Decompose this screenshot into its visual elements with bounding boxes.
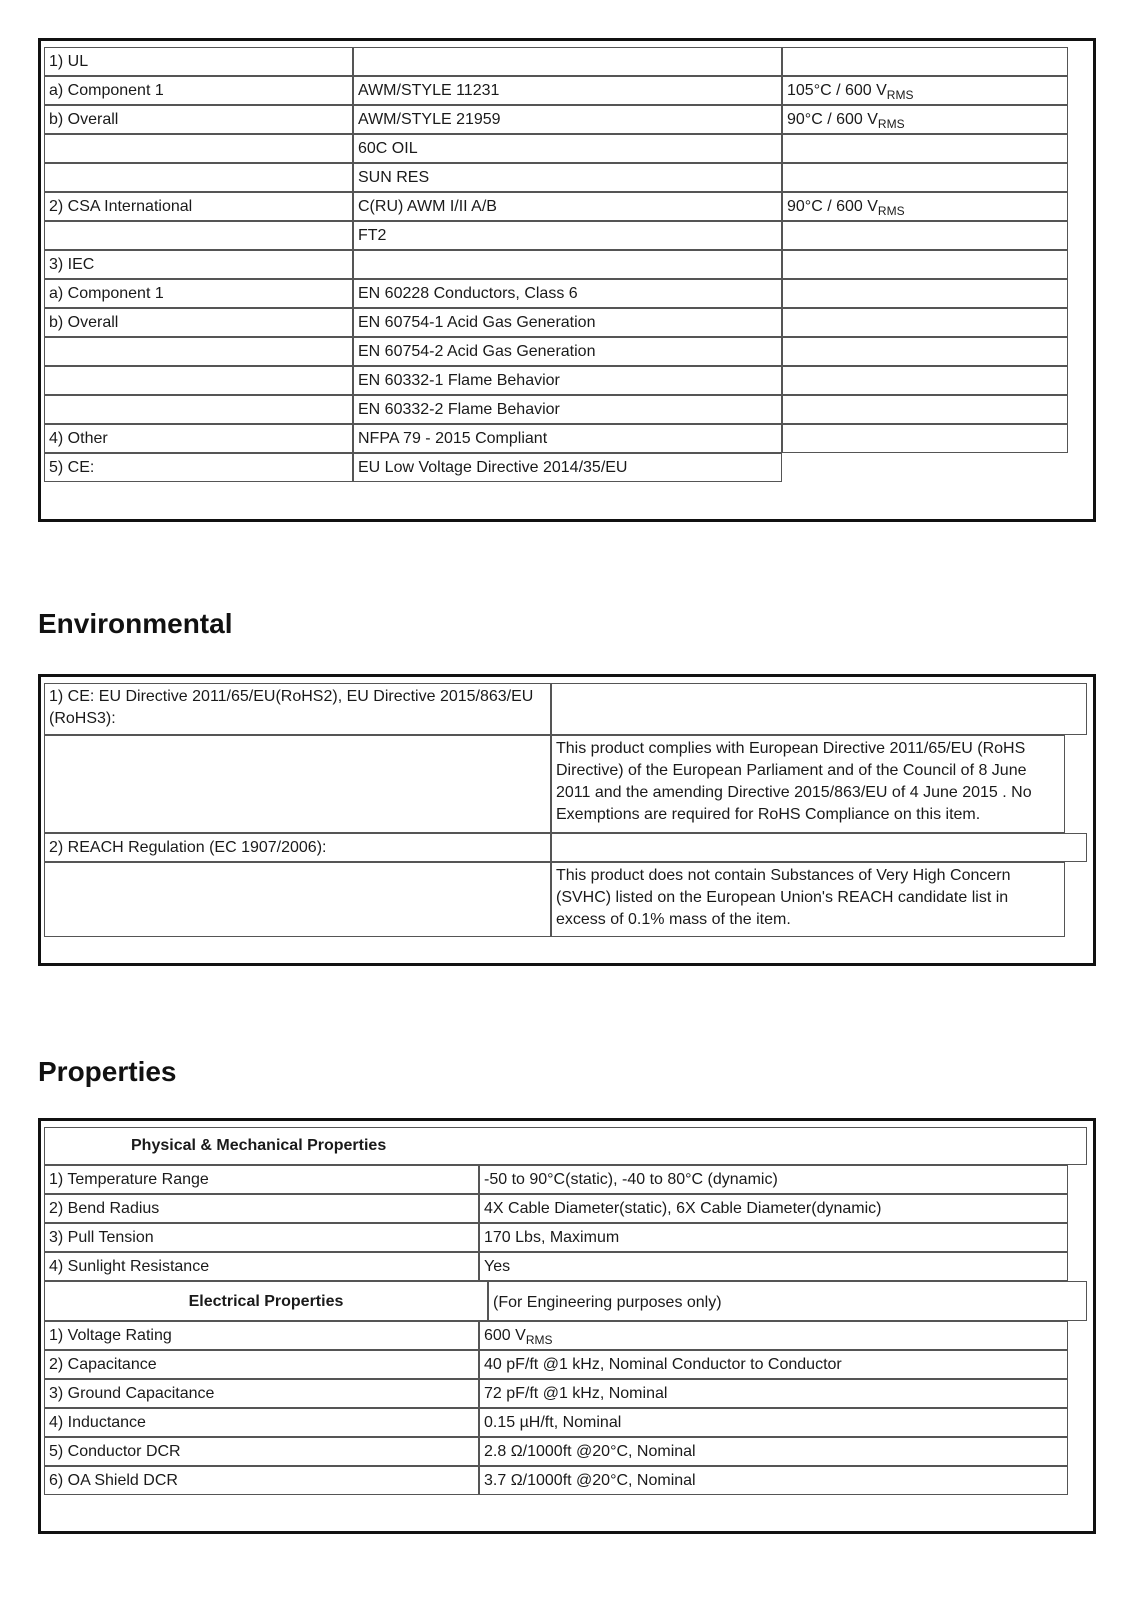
env-item2-spacer xyxy=(44,862,551,937)
cell-rating: 105°C / 600 $V_{RMS}$ xyxy=(782,76,1068,105)
property-label: 1) Temperature Range xyxy=(44,1165,479,1194)
env-item2-text: This product does not contain Substances of Very High Concern (SVHC) listed on the European Union's REACH candidate list in excess of 0.1% mass of the item. xyxy=(551,862,1065,937)
property-value: 3.7 Ω/1000ft @20°C, Nominal xyxy=(479,1466,1068,1495)
property-label: 2) Bend Radius xyxy=(44,1194,479,1223)
cell-category: 5) CE: xyxy=(44,453,353,482)
cell-standard: SUN RES xyxy=(353,163,782,192)
cell-category: 3) IEC xyxy=(44,250,353,279)
env-item2-blank xyxy=(551,833,1087,862)
unit-subscript: RMS xyxy=(886,88,914,102)
property-value: -50 to 90°C(static), -40 to 80°C (dynamic) xyxy=(479,1165,1068,1194)
cell-rating: 90°C / 600 $V_{RMS}$ xyxy=(782,192,1068,221)
cell-rating xyxy=(782,250,1068,279)
electrical-header: Electrical Properties xyxy=(44,1281,488,1321)
unit-subscript: RMS xyxy=(525,1333,553,1347)
cell-category xyxy=(44,134,353,163)
env-item2-label: 2) REACH Regulation (EC 1907/2006): xyxy=(44,833,551,862)
cell-category: b) Overall xyxy=(44,308,353,337)
cell-rating xyxy=(782,134,1068,163)
property-value: 40 pF/ft @1 kHz, Nominal Conductor to Conductor xyxy=(479,1350,1068,1379)
cell-rating xyxy=(782,424,1068,453)
cell-standard xyxy=(353,250,782,279)
cell-standard: EN 60754-2 Acid Gas Generation xyxy=(353,337,782,366)
section-title-properties: Properties xyxy=(38,1056,177,1087)
cell-standard: EU Low Voltage Directive 2014/35/EU xyxy=(353,453,782,482)
environmental-table xyxy=(38,674,1096,966)
cell-standard: EN 60754-1 Acid Gas Generation xyxy=(353,308,782,337)
cell-standard: FT2 xyxy=(353,221,782,250)
cell-category xyxy=(44,366,353,395)
cell-rating: 90°C / 600 $V_{RMS}$ xyxy=(782,105,1068,134)
property-label: 2) Capacitance xyxy=(44,1350,479,1379)
cell-rating xyxy=(782,221,1068,250)
physical-header: Physical & Mechanical Properties xyxy=(44,1127,1087,1165)
cell-rating xyxy=(782,395,1068,424)
cell-standard: EN 60228 Conductors, Class 6 xyxy=(353,279,782,308)
unit-subscript: RMS xyxy=(877,117,905,131)
cell-category xyxy=(44,163,353,192)
property-label: 4) Inductance xyxy=(44,1408,479,1437)
cell-category: 4) Other xyxy=(44,424,353,453)
cell-standard: EN 60332-1 Flame Behavior xyxy=(353,366,782,395)
properties-table xyxy=(38,1118,1096,1534)
property-value: 4X Cable Diameter(static), 6X Cable Diameter(dynamic) xyxy=(479,1194,1068,1223)
cell-rating xyxy=(782,279,1068,308)
section-title-environmental: Environmental xyxy=(38,608,233,639)
property-value: 0.15 µH/ft, Nominal xyxy=(479,1408,1068,1437)
electrical-note: (For Engineering purposes only) xyxy=(488,1281,1087,1321)
cell-category: a) Component 1 xyxy=(44,76,353,105)
cell-category xyxy=(44,395,353,424)
env-item1-blank xyxy=(551,683,1087,735)
cell-category: a) Component 1 xyxy=(44,279,353,308)
cell-rating xyxy=(782,47,1068,76)
cell-standard: AWM/STYLE 11231 xyxy=(353,76,782,105)
property-label: 3) Ground Capacitance xyxy=(44,1379,479,1408)
cell-category: b) Overall xyxy=(44,105,353,134)
cell-standard: NFPA 79 - 2015 Compliant xyxy=(353,424,782,453)
cell-rating xyxy=(782,337,1068,366)
cell-standard: C(RU) AWM I/II A/B xyxy=(353,192,782,221)
property-value: 72 pF/ft @1 kHz, Nominal xyxy=(479,1379,1068,1408)
cell-category: 2) CSA International xyxy=(44,192,353,221)
cell-rating xyxy=(782,366,1068,395)
env-item1-text: This product complies with European Directive 2011/65/EU (RoHS Directive) of the European Parliament and of the Council of 8 June 2011 and the amending Directive 2015/863/EU of 4 June 2015 . No Exemptions are required for RoHS Compliance on this item. xyxy=(551,735,1065,833)
property-label: 4) Sunlight Resistance xyxy=(44,1252,479,1281)
cell-rating xyxy=(782,163,1068,192)
compliance-table xyxy=(38,38,1096,522)
cell-category: 1) UL xyxy=(44,47,353,76)
property-value: 600 $V_{RMS}$ xyxy=(479,1321,1068,1350)
property-label: 1) Voltage Rating xyxy=(44,1321,479,1350)
property-label: 3) Pull Tension xyxy=(44,1223,479,1252)
cell-rating xyxy=(782,308,1068,337)
cell-standard xyxy=(353,47,782,76)
property-value: 170 Lbs, Maximum xyxy=(479,1223,1068,1252)
property-label: 6) OA Shield DCR xyxy=(44,1466,479,1495)
env-item1-spacer xyxy=(44,735,551,833)
cell-standard: 60C OIL xyxy=(353,134,782,163)
env-item1-label: 1) CE: EU Directive 2011/65/EU(RoHS2), EU Directive 2015/863/EU (RoHS3): xyxy=(44,683,551,735)
cell-standard: EN 60332-2 Flame Behavior xyxy=(353,395,782,424)
property-label: 5) Conductor DCR xyxy=(44,1437,479,1466)
cell-category xyxy=(44,337,353,366)
cell-category xyxy=(44,221,353,250)
cell-standard: AWM/STYLE 21959 xyxy=(353,105,782,134)
property-value: 2.8 Ω/1000ft @20°C, Nominal xyxy=(479,1437,1068,1466)
unit-subscript: RMS xyxy=(877,204,905,218)
property-value: Yes xyxy=(479,1252,1068,1281)
